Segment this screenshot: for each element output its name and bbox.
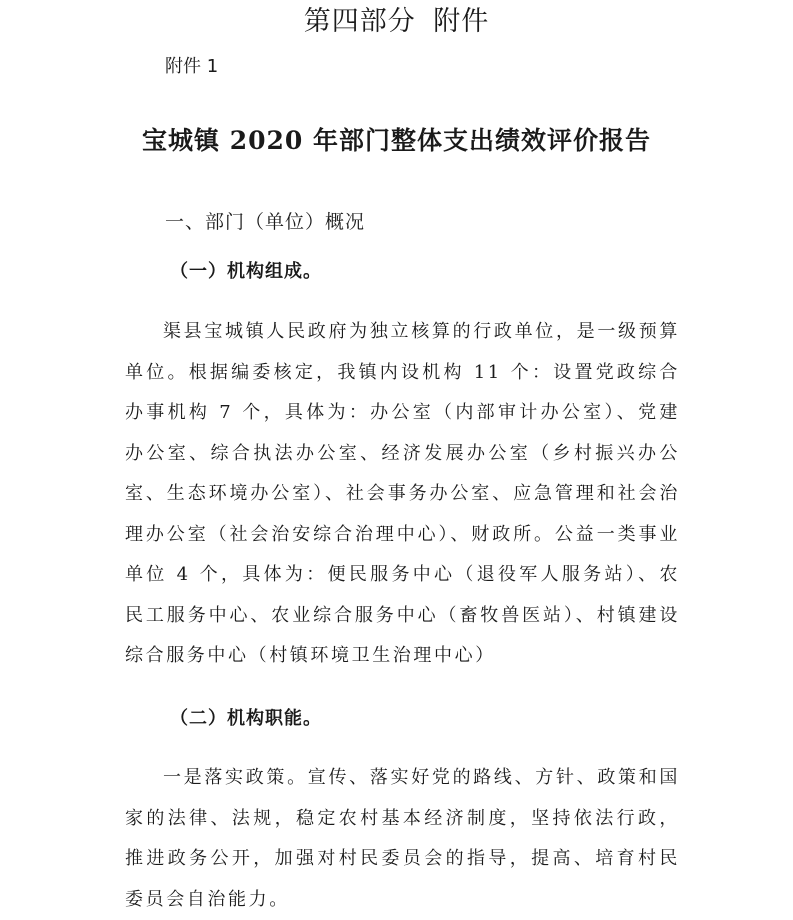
paragraph-organization: 渠县宝城镇人民政府为独立核算的行政单位，是一级预算单位。根据编委核定，我镇内设机构 11 个：设置党政综合办事机构 7 个，具体为：办公室（内部审计办公室）、党建办公室、综合执法办公室、经济发展办公室（乡村振兴办公室、生态环境办公室）、社会事务办公室、应急管理和社会治理办公室（社会治安综合治理中心）、财政所。公益一类事业单位 4 个，具体为：便民服务中心（退役军人服务站）、农民工服务中心、农业综合服务中心（畜牧兽医站）、村镇建设综合服务中心（村镇环境卫生治理中心） <box>125 321 680 666</box>
part-title: 第四部分 附件 <box>303 6 490 37</box>
attachment-label: 附件 1 <box>165 56 219 77</box>
subsection-heading-organization: （一）机构组成。 <box>170 261 322 282</box>
paragraph-functions: 一是落实政策。宣传、落实好党的路线、方针、政策和国家的法律、法规，稳定农村基本经济制度，坚持依法行政，推进政务公开，加强对村民委员会的指导，提高、培育村民委员会自治能力。 <box>125 767 680 910</box>
subsection-heading-functions: （二）机构职能。 <box>170 708 322 729</box>
report-title: 宝城镇 2020 年部门整体支出绩效评价报告 <box>142 126 651 155</box>
section-heading-overview: 一、部门（单位）概况 <box>165 211 366 233</box>
